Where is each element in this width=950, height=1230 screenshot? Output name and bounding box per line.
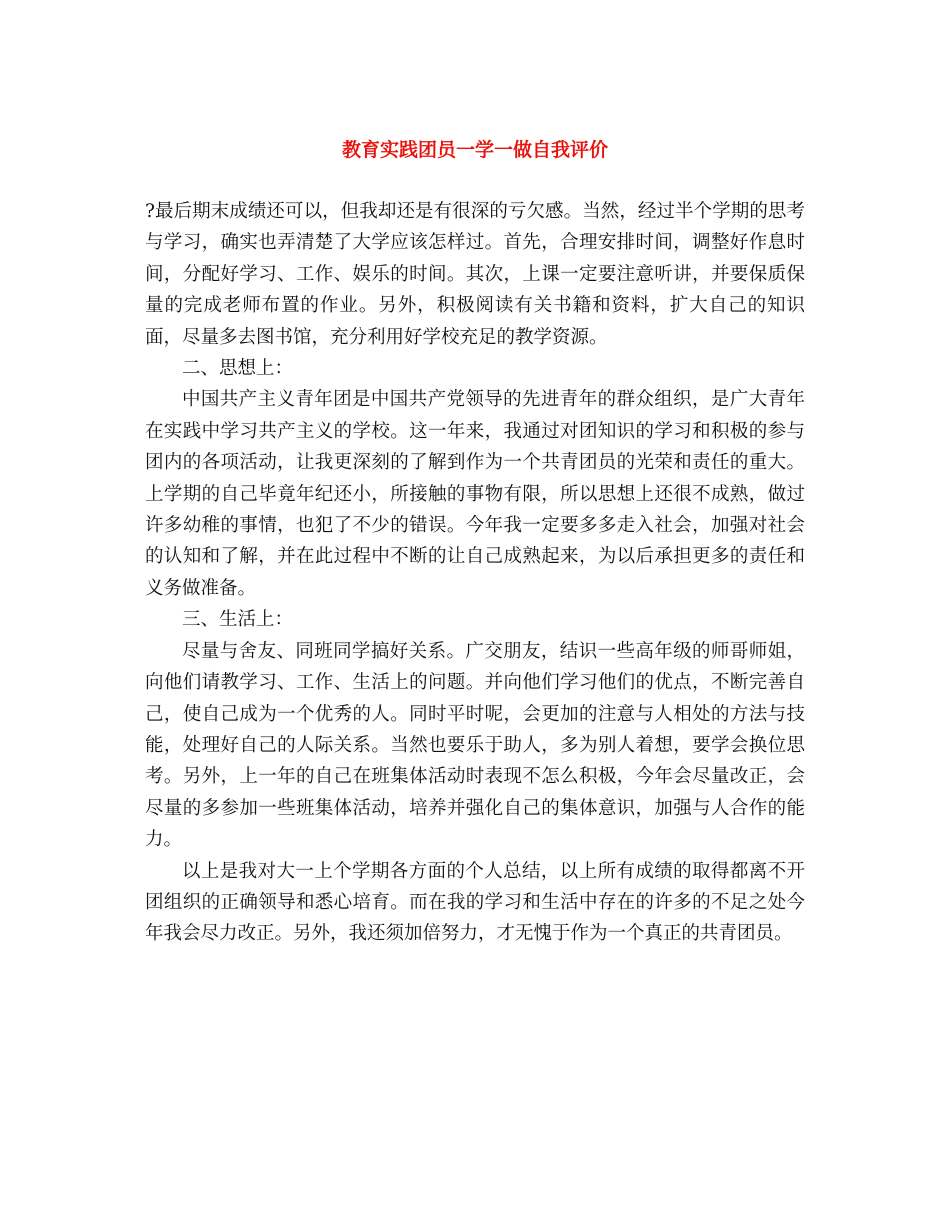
section-heading-life: 三、生活上： (182, 609, 294, 631)
section-heading-thought: 二、思想上： (182, 358, 294, 380)
document-title: 教育实践团员一学一做自我评价 (341, 139, 608, 161)
document-body (145, 196, 805, 950)
paragraph-thought: 中国共产主义青年团是中国共产党领导的先进青年的群众组织，是广大青年在实践中学习共产主义的学校。这一年来，我通过对团知识的学习和积极的参与团内的各项活动，让我更深刻的了解到作为一个共青团员的光荣和责任的重大。上学期的自己毕竟年纪还小，所接触的事物有限，所以思想上还很不成熟，做过许多幼稚的事情，也犯了不少的错误。今年我一定要多多走入社会，加强对社会的认知和了解，并在此过程中不断的让自己成熟起来，为以后承担更多的责任和义务做准备。 (145, 389, 805, 599)
paragraph-conclusion: 以上是我对大一上个学期各方面的个人总结，以上所有成绩的取得都离不开团组织的正确领导和悉心培育。而在我的学习和生活中存在的许多的不足之处今年我会尽力改正。另外，我还须加倍努力，才无愧于作为一个真正的共青团员。 (145, 860, 805, 945)
paragraph-study: ?最后期末成绩还可以，但我却还是有很深的亏欠感。当然，经过半个学期的思考与学习，确实也弄清楚了大学应该怎样过。首先，合理安排时间，调整好作息时间，分配好学习、工作、娱乐的时间。其次，上课一定要注意听讲，并要保质保量的完成老师布置的作业。另外，积极阅读有关书籍和资料，扩大自己的知识面，尽量多去图书馆，充分利用好学校充足的教学资源。 (145, 201, 805, 348)
paragraph-life: 尽量与舍友、同班同学搞好关系。广交朋友，结识一些高年级的师哥师姐，向他们请教学习、工作、生活上的问题。并向他们学习他们的优点，不断完善自己，使自己成为一个优秀的人。同时平时呢，会更加的注意与人相处的方法与技能，处理好自己的人际关系。当然也要乐于助人，多为别人着想，要学会换位思考。另外，上一年的自己在班集体活动时表现不怎么积极，今年会尽量改正，会尽量的多参加一些班集体活动，培养并强化自己的集体意识，加强与人合作的能力。 (145, 640, 805, 851)
